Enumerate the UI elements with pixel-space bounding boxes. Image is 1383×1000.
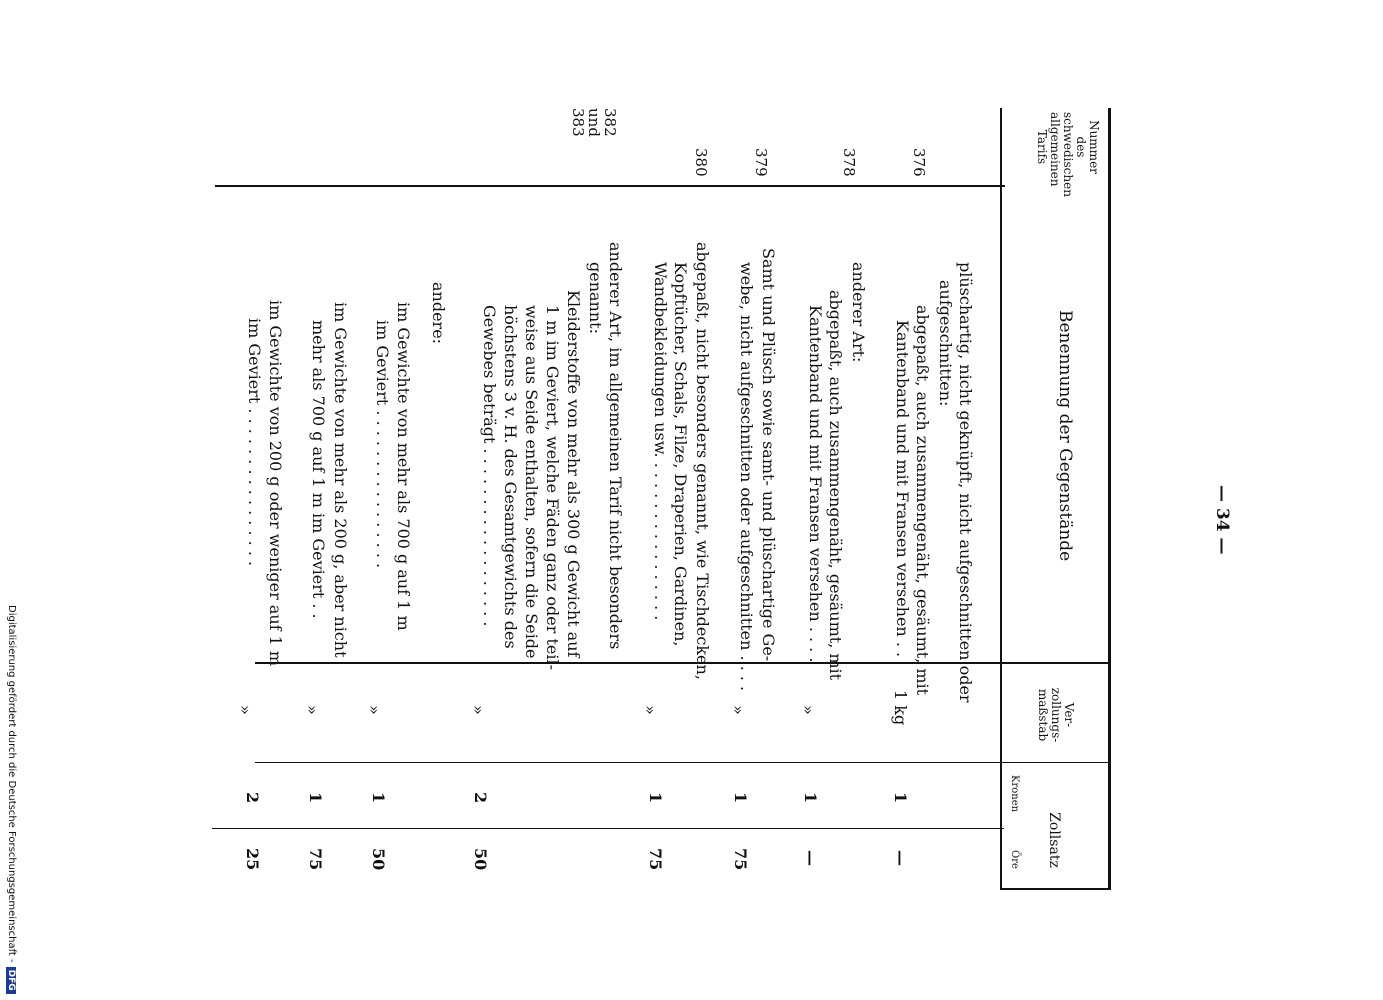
col-rule-measure <box>255 662 1110 664</box>
tariff-number: 382 und 383 <box>569 108 619 137</box>
kronen-value: 1 <box>646 792 665 804</box>
header-number: Nummer des schwedischen allgemeinen Tarifs <box>1035 112 1101 197</box>
measure-value: » <box>303 705 322 715</box>
measure-value: 1 kg <box>891 690 910 726</box>
item-line: im Gewichte von mehr als 200 g, aber nicht <box>331 302 350 658</box>
kronen-value: 1 <box>369 792 388 804</box>
item-line: im Gewichte von mehr als 700 g auf 1 m <box>394 302 413 631</box>
item-line: höchstens 3 v. H. des Gesamtgewichts des <box>501 305 520 649</box>
table-right-rule <box>1000 888 1111 890</box>
item-line: webe, nicht aufgeschnitten oder aufgeschnitten . . . . <box>737 262 756 692</box>
header-kronen: Kronen <box>1009 775 1020 813</box>
header-measure: Ver-zollungs-maßstab <box>1036 687 1076 743</box>
tariff-number: 376 <box>910 148 928 177</box>
item-line: andere: <box>429 282 448 345</box>
ore-value: 50 <box>369 848 388 871</box>
credit-text: Digitalisierung gefördert durch die Deutsche Forschungsgemeinschaft - <box>6 605 17 963</box>
measure-value: » <box>729 705 748 715</box>
table-top-rule <box>1108 108 1111 890</box>
measure-value: » <box>469 705 488 715</box>
item-line: Samt und Plüsch sowie samt- und plüschartige Ge- <box>759 248 778 662</box>
measure-value: » <box>236 705 255 715</box>
item-line: Kopftücher, Schals, Filze, Draperien, Gardinen, <box>671 262 690 647</box>
item-line: mehr als 700 g auf 1 m im Geviert . . <box>309 320 328 619</box>
item-line: anderer Art, im allgemeinen Tarif nicht besonders <box>606 242 625 650</box>
item-line: Wandbekleidungen usw. . . . . . . . . . . . . . . . . <box>651 262 670 621</box>
ore-value: 75 <box>306 848 325 871</box>
page-number: — 34 — <box>1212 485 1232 555</box>
header-ore: Öre <box>1009 850 1020 869</box>
item-line: plüschartig, nicht geknüpft, nicht aufgeschnitten oder <box>956 262 975 703</box>
tariff-number: 380 <box>692 148 710 177</box>
item-line: abgepaßt, nicht besonders genannt, wie Tischdecken, <box>693 242 712 680</box>
ore-value: 75 <box>646 848 665 871</box>
kronen-value: 1 <box>801 792 820 804</box>
ore-value: — <box>801 850 820 866</box>
header-duty: Zollsatz <box>1046 812 1062 868</box>
col-rule-duty <box>255 762 1110 763</box>
tariff-number: 378 <box>840 148 858 177</box>
item-line: Gewebes beträgt . . . . . . . . . . . . . . . . . . <box>480 305 499 627</box>
kronen-value: 2 <box>243 792 262 804</box>
col-rule-number <box>215 185 1005 187</box>
kronen-value: 2 <box>471 792 490 804</box>
item-line: anderer Art: <box>849 262 868 363</box>
measure-value: » <box>799 705 818 715</box>
col-rule-kronen <box>212 828 1004 829</box>
tariff-number: 379 <box>752 148 770 177</box>
measure-value: » <box>365 705 384 715</box>
ore-value: 75 <box>731 848 750 871</box>
header-bottom-rule <box>1000 108 1002 890</box>
item-line: 1 m im Geviert, welche Fäden ganz oder teil- <box>543 305 562 670</box>
item-line: genannt: <box>586 262 605 334</box>
item-line: Kantenband und mit Fransen versehen . . . . <box>806 305 825 663</box>
item-line: im Geviert . . . . . . . . . . . . . . . . <box>373 320 392 569</box>
item-line: abgepaßt, auch zusammengenäht, gesäumt, mit <box>826 290 845 681</box>
dfg-logo: DFG <box>6 967 16 994</box>
item-line: Kleiderstoffe von mehr als 300 g Gewicht auf <box>564 290 583 658</box>
kronen-value: 1 <box>306 792 325 804</box>
ore-value: 25 <box>243 848 262 871</box>
item-line: im Gewichte von 200 g oder weniger auf 1 m <box>266 300 285 667</box>
ore-value: — <box>891 850 910 866</box>
kronen-value: 1 <box>891 792 910 804</box>
item-line: aufgeschnitten: <box>936 280 955 407</box>
digitization-credit <box>6 605 17 994</box>
header-items: Benennung der Gegenstände <box>1055 310 1075 562</box>
item-line: Kantenband und mit Fransen versehen . . <box>893 320 912 658</box>
item-line: abgepaßt, auch zusammengenäht, gesäumt, mit <box>913 305 932 696</box>
kronen-value: 1 <box>731 792 750 804</box>
ore-value: 50 <box>471 848 490 871</box>
item-line: weise aus Seide enthalten, sofern die Seide <box>522 305 541 659</box>
measure-value: » <box>641 705 660 715</box>
item-line: im Geviert . . . . . . . . . . . . . . . . <box>245 318 264 567</box>
